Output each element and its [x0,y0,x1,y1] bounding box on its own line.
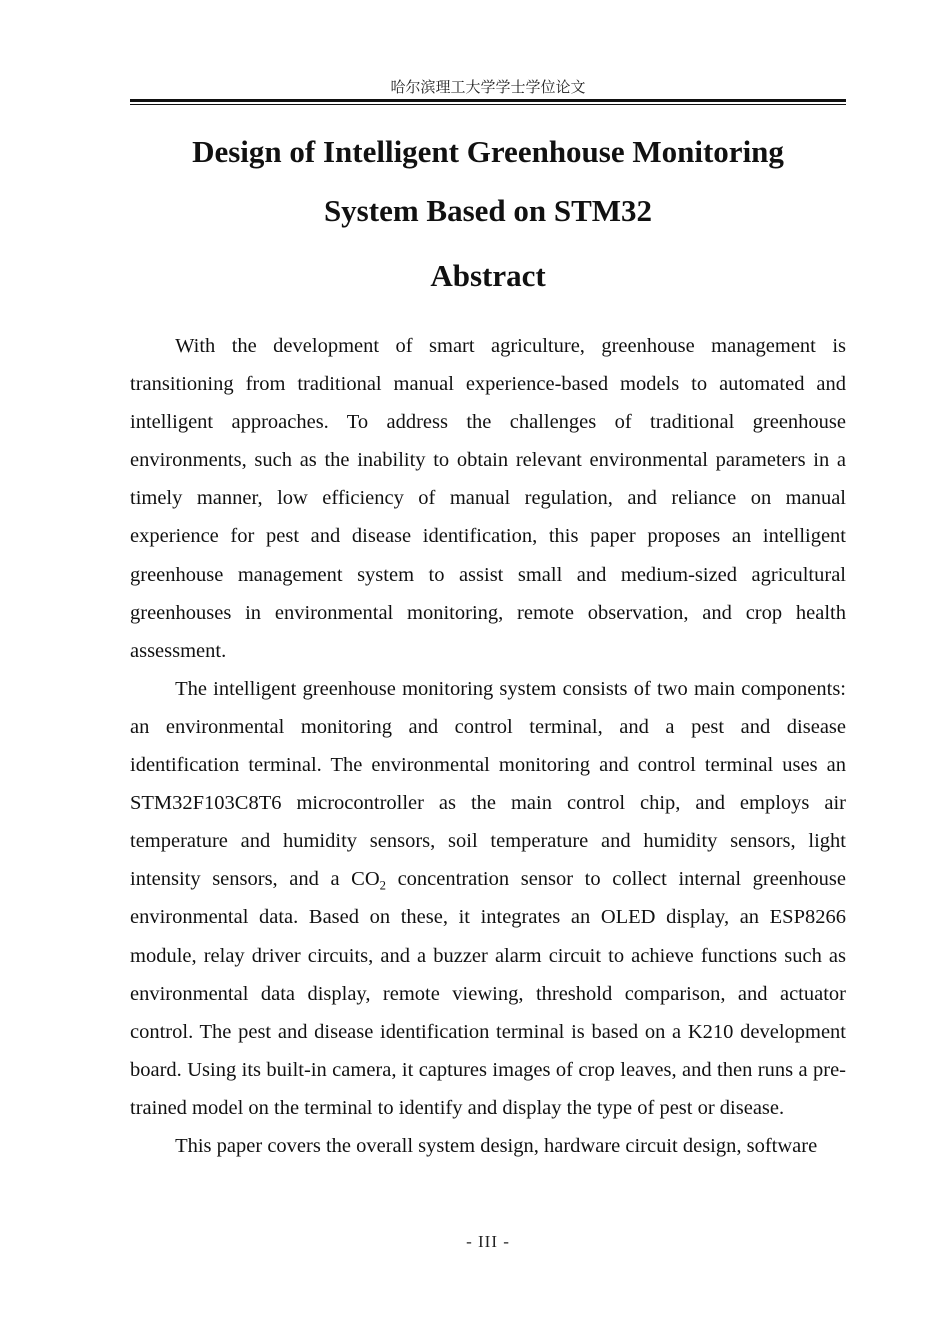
co2-base: CO [351,868,380,891]
abstract-paragraph-1: With the development of smart agriculture, greenhouse management is transitioning from traditional manual experience-based models to automated and intelligent approaches. To address the challenges of traditional greenhouse environments, such as the inability to obtain relevant environmental parameters in a timely manner, low efficiency of manual regulation, and reliance on manual experience for pest and disease identification, this paper proposes an intelligent greenhouse management system to assist small and medium-sized agricultural greenhouses in environmental monitoring, remote observation, and crop health assessment. [130,335,846,662]
abstract-paragraph-2 [130,670,846,1127]
co2-formula [351,868,386,893]
paper-title-line-2: System Based on STM32 [323,193,653,228]
paper-title-line-1: Design of Intelligent Greenhouse Monitoring [192,134,784,169]
paragraph-2-text-after-co2: concentration sensor to collect internal greenhouse environmental data. Based on these, it integrates an OLED display, an ESP8266 module, relay driver circuits, and a buzzer alarm circuit to achieve functions such as environmental data display, remote viewing, threshold comparison, and actuator control. The pest and disease identification terminal is based on a K210 development board. Using its built-in camera, it captures images of crop leaves, and then runs a pre-trained model on the terminal to identify and display the type of pest or disease. [130,868,846,1119]
paper-title [130,122,846,240]
abstract-body [130,327,846,1165]
header-rule-thin [130,104,846,105]
running-header: 哈尔滨理工大学学士学位论文 [390,78,586,96]
paragraph-2-text-before-co2: The intelligent greenhouse monitoring system consists of two main components: an environmental monitoring and control terminal, and a pest and disease identification terminal. The environmental monitoring and control terminal uses an STM32F103C8T6 microcontroller as the main control chip, and employs air temperature and humidity sensors, soil temperature and humidity sensors, light intensity sensors, and a [130,677,846,891]
abstract-paragraph-3: This paper covers the overall system design, hardware circuit design, software [175,1134,818,1157]
abstract-heading: Abstract [430,258,546,293]
header-rule-thick [130,99,846,102]
co2-subscript: 2 [379,878,386,893]
page-number: - III - [466,1232,510,1251]
